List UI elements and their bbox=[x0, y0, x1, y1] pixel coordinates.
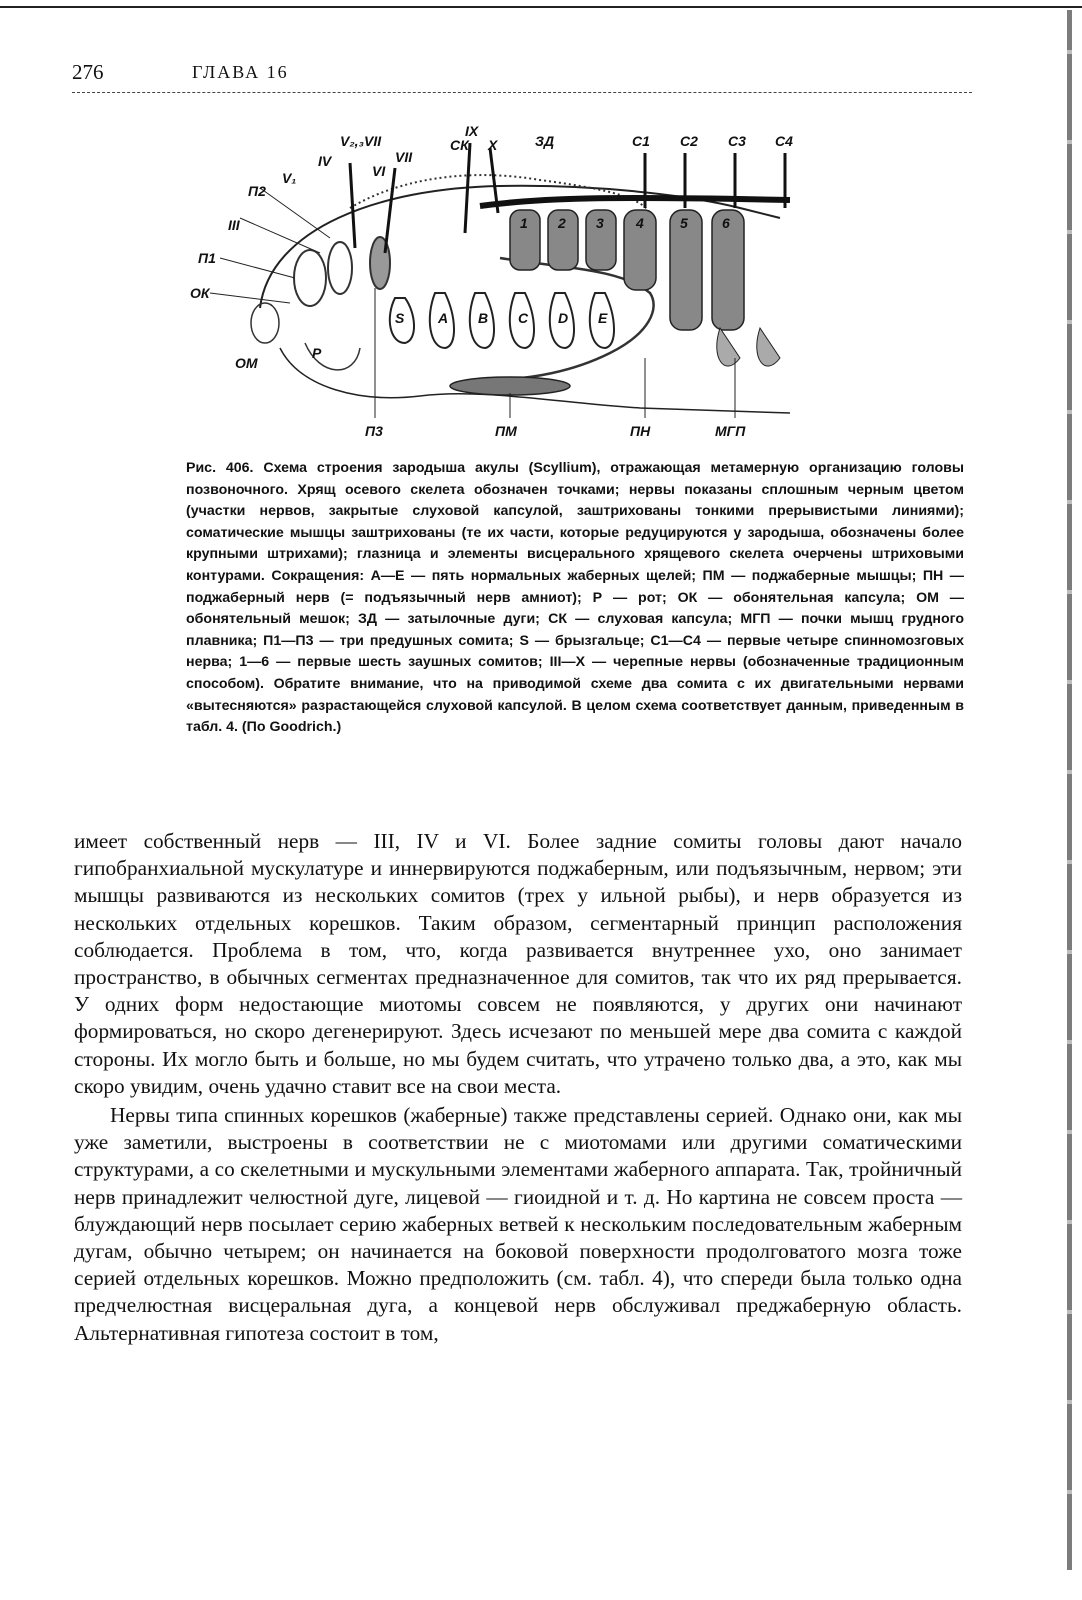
label-zd: ЗД bbox=[535, 133, 555, 149]
label-ck: СК bbox=[450, 137, 469, 153]
label-slit-d: D bbox=[558, 310, 569, 326]
shark-embryo-diagram bbox=[180, 118, 800, 448]
somite-p2 bbox=[328, 242, 352, 294]
label-ok: ОК bbox=[190, 285, 210, 301]
header-rule bbox=[72, 92, 972, 93]
figure-caption-label: Рис. 406. bbox=[186, 460, 254, 476]
pectoral-fin-bud-1 bbox=[717, 328, 740, 366]
label-c2: С2 bbox=[680, 133, 698, 149]
page-right-edge bbox=[1067, 10, 1072, 1570]
label-slit-c: C bbox=[518, 310, 529, 326]
label-c4: С4 bbox=[775, 133, 793, 149]
label-somite-2: 2 bbox=[558, 215, 566, 231]
label-p: P bbox=[312, 345, 322, 361]
label-p3: П3 bbox=[365, 423, 383, 439]
label-x: X bbox=[488, 137, 498, 153]
hypobranchial-muscles bbox=[450, 377, 570, 395]
pre-otic-somites bbox=[294, 237, 390, 306]
label-slit-a: A bbox=[438, 310, 449, 326]
label-vi: VI bbox=[372, 163, 386, 179]
post-otic-somites bbox=[510, 210, 744, 330]
label-ix: IX bbox=[465, 123, 479, 139]
nerve-v23 bbox=[350, 163, 355, 248]
label-iv: IV bbox=[318, 153, 332, 169]
page-number: 276 bbox=[72, 60, 104, 84]
body-text bbox=[74, 828, 962, 1347]
label-somite-3: 3 bbox=[596, 215, 604, 231]
pectoral-fin-bud-2 bbox=[757, 328, 780, 366]
label-c3: С3 bbox=[728, 133, 746, 149]
figure-406 bbox=[180, 118, 800, 448]
label-c1: С1 bbox=[632, 133, 650, 149]
page-top-edge bbox=[0, 6, 1082, 8]
nerve-vii bbox=[385, 168, 395, 253]
label-somite-1: 1 bbox=[520, 215, 528, 231]
gill-slits bbox=[390, 293, 614, 348]
paragraph-2: Нервы типа спинных корешков (жаберные) также представлены серией. Однако они, как мы уже заметили, выстроены в соответствии не с миотомами или другими соматическими структурами, а со скелетными и мускульными элементами жаберного аппарата. Так, тройничный нерв принадлежит челюстной дуге, лицевой — гиоидной и т. д. Но картина не совсем проста — блуждающий нерв посылает серию жаберных ветвей к нескольким последовательным жаберным дугам, обычно четырем; он начинается на боковой поверхности продолговатого мозга тоже серией отдельных корешков. Можно предположить (см. табл. 4), что спереди была только одна предчелюстная висцеральная дуга, а концевой нерв обслуживал преджаберную область. Альтернативная гипотеза состоит в том, bbox=[74, 1103, 962, 1345]
olfactory-sac bbox=[251, 303, 279, 343]
label-p1: П1 bbox=[198, 250, 216, 266]
label-somite-5: 5 bbox=[680, 215, 688, 231]
label-pn: ПН bbox=[630, 423, 651, 439]
figure-caption bbox=[186, 458, 964, 739]
label-slit-e: E bbox=[598, 310, 608, 326]
somite-p1 bbox=[294, 250, 326, 306]
chapter-title: ГЛАВА 16 bbox=[192, 62, 289, 82]
label-iii: III bbox=[228, 217, 240, 233]
label-vii: VII bbox=[395, 149, 413, 165]
paragraph-1: имеет собственный нерв — III, IV и VI. Более задние сомиты головы дают начало гипобранхиальной мускулатуре и иннервируются поджаберным, или подъязычным, нервом; эти мышцы развиваются из нескольких сомитов (трех у ильной рыбы), и нерв образуется из нескольких отдельных корешков. Таким образом, сегментарный принцип расположения соблюдается. Проблема в том, что, когда развивается внутреннее ухо, оно занимает пространство, в обычных сегментах предназначенное для сомитов, так что их ряд прерывается. У одних форм недостающие миотомы совсем не появляются, у других они начинают формироваться, но скоро дегенерируют. Здесь исчезают по меньшей мере два сомита с каждой стороны. Их могло быть и больше, но мы будем считать, что утрачено только два, а это, как мы скоро увидим, очень удачно ставит все на свои места. bbox=[74, 829, 962, 1098]
label-somite-6: 6 bbox=[722, 215, 730, 231]
label-slit-b: B bbox=[478, 310, 489, 326]
label-p2: П2 bbox=[248, 183, 266, 199]
label-slit-s: S bbox=[395, 310, 405, 326]
spinal-nerve-trunk bbox=[480, 198, 790, 206]
label-mgp: МГП bbox=[715, 423, 746, 439]
label-pm: ПМ bbox=[495, 423, 517, 439]
label-somite-4: 4 bbox=[636, 215, 644, 231]
label-v23-vii: V₂,₃VII bbox=[340, 133, 382, 149]
label-v1: V₁ bbox=[282, 170, 297, 186]
running-header bbox=[72, 60, 972, 88]
figure-caption-text: Схема строения зародыша акулы (Scyllium), отражающая метамерную организацию головы позвоночного. Хрящ осевого скелета обозначен точками; нервы показаны сплошным черным цветом (участки нервов, закрытые слуховой капсулой, заштрихованы тонкими прерывистыми линиями); соматические мышцы заштрихованы (те их части, которые редуцируются у зародыша, обозначены более крупными штрихами); глазница и элементы висцерального хрящевого скелета очерчены штриховыми контурами. Сокращения: А—Е — пять нормальных жаберных щелей; ПМ — поджаберные мышцы; ПН — поджаберный нерв (= подъязычный нерв амниот); Р — рот; ОК — обонятельная капсула; ОМ — обонятельный мешок; ЗД — затылочные дуги; СК — слуховая капсула; МГП — почки мышц грудного плавника; П1—П3 — три предушных сомита; S — брызгальце; С1—С4 — первые четыре спинномозговых нерва; 1—6 — первые шесть заушных сомитов; III—X — черепные нервы (обозначенные традиционным способом). Обратите внимание, что на приводимой схеме два сомита с их двигательными нервами «вытесняются» разрастающейся слуховой капсулой. В целом схема соответствует данным, приведенным в табл. 4. (По Goodrich.) bbox=[186, 460, 964, 736]
label-om: ОМ bbox=[235, 355, 258, 371]
